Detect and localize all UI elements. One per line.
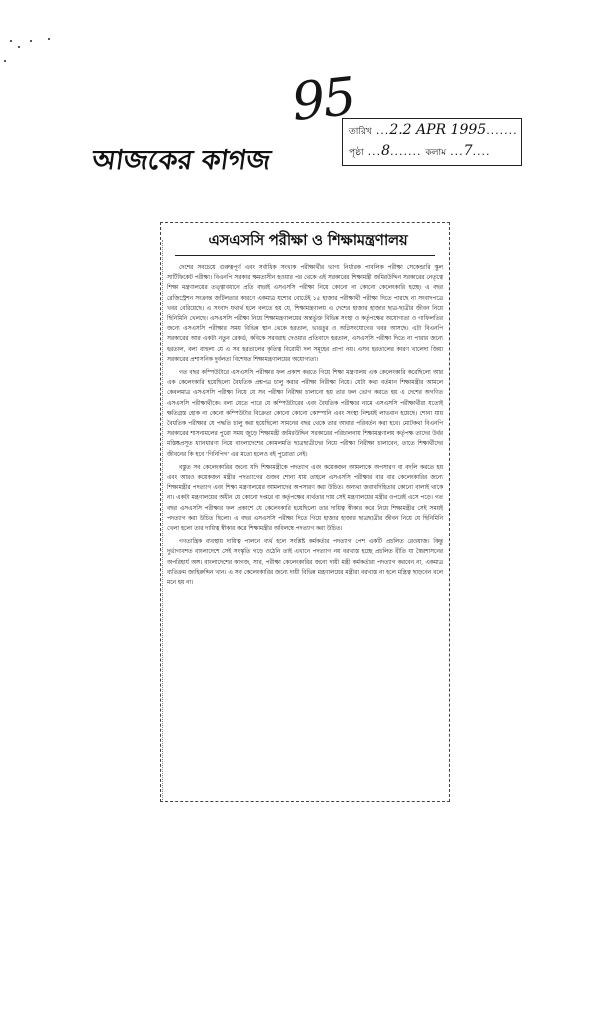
scan-speck: [10, 40, 12, 42]
date-stamp: [342, 118, 522, 166]
stamp-page-row: পৃষ্ঠা ...8....... কলাম ...7....: [349, 143, 491, 159]
newspaper-name: আজকের কাগজ: [90, 145, 273, 176]
editorial-clipping: [160, 222, 450, 802]
clipping-cut-edge: [162, 240, 163, 800]
article-headline: এসএসসি পরীক্ষা ও শিক্ষামন্ত্রণালয়: [208, 231, 408, 249]
handwritten-archive-number: 95: [289, 66, 358, 134]
headline-rule: [175, 255, 435, 256]
article-paragraph: গণতান্ত্রিক ব্যবস্থায় দায়িত্ব পালনে ব্যর্থ হলে সংশ্লিষ্ট কর্মকর্তার পদত্যাগ পেশ একটি প্রচলিত রেওয়াজ। কিন্তু দুর্ভাগ্যবশত বাংলাদেশে সেই সংস্কৃতি গড়ে ওঠেনি তাই এখানে পদত্যাগ নয় বরখাস্ত হচ্ছে প্রচলিত রীতি যা স্বৈরশাসনের অপরিহার্য অঙ্গ। বাংলাদেশের কাগজ, সার, পরীক্ষা কেলেংকারির জন্যে দায়ী মন্ত্রী কর্মকর্তারা পদত্যাগ করবেন না, একমাত্র ব্যতিক্রম জাহিরুদ্দিন খান। এ সব কেলেংকারির জন্যে দায়ী বিভিন্ন মন্ত্রণালয়ের মন্ত্রীরা বরখাস্ত না হলে মন্ত্রিত্ব ছাড়বেন বলে মনে হয় না।: [167, 539, 443, 587]
scan-speck: [4, 60, 6, 62]
article-paragraph: বস্তুত সব কেলেংকারির জন্যে যদি শিক্ষামন্ত্রীকে পদত্যাগ এবং কয়েকজন আমলাকে অপসারণ বা বদলি করতে হয় এবং আরও কয়েকজন মন্ত্রীর পদত্যাগের গুজব শোনা যায় তাহলে এসএসসি পরীক্ষার বার বার কেলেংকারির জন্যে শিক্ষামন্ত্রীর পদত্যাগ এবং শিক্ষা মন্ত্রণালয়ের আমলাদের অপসারণ করা উচিত। অন্যথা জবাবদিহিতার কোনো বালাই থাকে না। একটা মন্ত্রণালয়ের অধীন যে কোনো দপ্তরে বা কর্তৃপক্ষের ব্যর্থতার দায় সেই মন্ত্রণালয়ের মন্ত্রীর ওপরেই এসে পড়ে। গত বছর এসএসসি পরীক্ষার ফল প্রকাশে যে কেলেংকারি হয়েছিলো তার দায়িত্ব স্বীকার করে নিয়ে শিক্ষামন্ত্রীর সেই সময়ই পদত্যাগ করা উচিত ছিলো। এ বছর এসএসসি পরীক্ষা দিতে গিয়ে হাজার হাজার ছাত্রছাত্রীর জীবন নিয়ে যে ছিনিমিনি খেলা হলো তার দায়িত্ব স্বীকার করে শিক্ষামন্ত্রীর অবিলম্বে পদত্যাগ করা উচিত।: [167, 464, 443, 533]
article-body: [167, 263, 443, 591]
article-paragraph: গত বছর কম্পিউটারে এসএসসি পরীক্ষার ফল প্রকাশ করতে গিয়ে শিক্ষা মন্ত্রণালয় এক কেলেংকারি করেছিলো আর এক কেলেংকারি হয়েছিলো বৈধতিক প্রশ্নপত্র চালু করার পরীক্ষা নিরীক্ষা নিয়ে। যেটা কথা বর্তমান শিক্ষামন্ত্রীর আমলে কেবলমাত্র এসএসসি পরীক্ষা নিয়ে যে সব পরীক্ষা নিরীক্ষা চালানো হয় তার ফল ভোগ করতে হয় এ দেশের অগণিত এসএসসি পরীক্ষার্থীকে। বলা যেতে পারে যে কম্পিউটারের এবং বৈধতিক পরীক্ষার নামে এসএসসি পরীক্ষার্থীরা যতোই ক্ষতিগ্রস্ত হোক না কেনো কম্পিউটার বিক্রেতা কোনো কোনো কোম্পানি এবং সংস্থা নিশ্চয়ই লাভবান হয়েছে। শোনা যায় বৈধতিক পরীক্ষার যে পদ্ধতি চালু করা হয়েছিলো সামনের বছর থেকে তার আবার পরিবর্তন করা হবে। মোটকথা বিএনপি সরকারের শাসনামলের পুরো সময় জুড়ে শিক্ষামন্ত্রী জমিরউদ্দিন সরকারের পরিচালনায় শিক্ষামন্ত্রণালয় কর্তৃপক্ষ তাদের উর্বর মস্তিষ্কপ্রসূত ধ্যানধারণা নিয়ে বাংলাদেশের কোমলমতি ছাত্রছাত্রীদের নিয়ে পরীক্ষা নিরীক্ষা চালাবেন, তাতে শিক্ষার্থীদের জীবনের কি হবে 'গিনিপিগ' এর মতো হলেও বই পুরোতা নেই।: [167, 370, 443, 458]
stamp-page-value: 8: [381, 143, 391, 159]
stamp-page-label: পৃষ্ঠা: [349, 148, 364, 158]
stamp-column-value: 7: [463, 143, 473, 159]
stamp-date-row: তারিখ ...2.2 APR 1995.......: [349, 122, 518, 138]
article-paragraph: দেশের সবচেয়ে গুরুত্বপূর্ণ এবং সর্বাধিক সংখ্যক পরীক্ষার্থীর ভাগ্য নির্ধারক পাবলিক পরীক্ষা সেকেন্ডারি স্কুল সার্টিফিকেট পরীক্ষা। বিএনপি সরকার ক্ষমতাসীন হওয়ার পর থেকে এই সরকারের শিক্ষামন্ত্রী জমিরউদ্দিন সরকারের নেতৃত্বে শিক্ষা মন্ত্রণালয়ের তত্ত্বাবধানে প্রতি বছরই এসএসসি পরীক্ষা নিয়ে কোনো না কোনো কেলেংকারি হচ্ছে। এ বছর রেজিস্ট্রেশন সংক্রান্ত জটিলতার কারণে একমাত্র যশোর বোর্ডেই ১৫ হাজার পরীক্ষার্থী পরীক্ষা দিতে পারছে না সংবাদপত্রে খবর বেরিয়েছে। এ সংবাদ যথার্থ হলে বলতে হয় যে, শিক্ষামন্ত্রণালয় এ দেশের হাজার হাজার ছাত্র-ছাত্রীর জীবন নিয়ে ছিনিমিনি খেলছে। এসএসসি পরীক্ষা নিয়ে শিক্ষামন্ত্রণালয়ের অন্তর্ভুক্ত বিভিন্ন সংস্থা ও কর্তৃপক্ষের অযোগ্যতা ও গাফিলতির জন্যে এসএসসি পরীক্ষার সময় বিভিন্ন স্থান থেকে হরতাল, ভাঙচুর ও অগ্নিসংযোগের খবর আসছে। এটা বিএনপি সরকারের আর একটা নতুন রেকর্ড, কবিকে সরবরাহ দেওয়ার প্রতিবাদে হরতাল, এসএসসি পরীক্ষা দিতে না পারার জন্যে হরতাল, বলা বাহুল্য যে এ সব হরতালের কৃতিত্ব বিরোধী দল সমূহের প্রাপ্য নয়। এসব হরতালের কারণ খালেদা জিয়া সরকারের প্রশাসনিক দুর্বলতা বিশেষত শিক্ষামন্ত্রণালয়ের অযোগ্যতা।: [167, 265, 443, 363]
stamp-date-value: 2.2 APR 1995: [389, 122, 487, 138]
scan-speck: [18, 46, 20, 48]
stamp-date-label: তারিখ: [349, 127, 372, 137]
scan-speck: [30, 40, 32, 42]
stamp-column-label: কলাম: [425, 148, 447, 158]
scan-speck: [48, 38, 50, 40]
